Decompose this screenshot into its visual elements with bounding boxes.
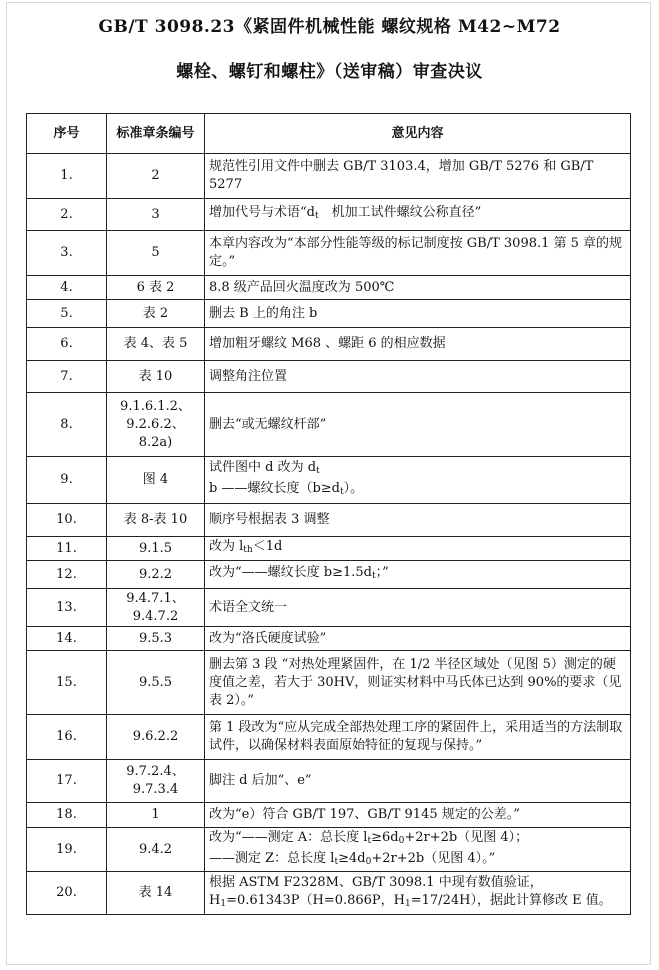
- opinion-text: 机加工试件螺纹公称直径”: [318, 205, 482, 220]
- opinion-text: 术语全文统一: [209, 599, 288, 615]
- opinion-text: ；”: [375, 565, 389, 580]
- header-opinion: 意见内容: [205, 114, 631, 154]
- section-line: 9.2.6.2、: [126, 416, 185, 432]
- opinion-text: +2r+2b（见图 4）；: [404, 829, 529, 845]
- row-opinion: [205, 715, 631, 760]
- table-row: [27, 276, 631, 300]
- row-section: [107, 627, 205, 651]
- table-row: [27, 199, 631, 231]
- row-opinion: [205, 300, 631, 328]
- row-opinion: [205, 803, 631, 828]
- opinion-subscript: t: [367, 835, 372, 846]
- table-row: [27, 361, 631, 393]
- section-line: 9.6.2.2: [132, 729, 179, 744]
- row-number: 17.: [27, 760, 107, 803]
- opinion-text: 顺序号根据表 3 调整: [209, 512, 330, 527]
- row-section: [107, 828, 205, 872]
- opinion-text: =17/24H），据此计算修改 E 值。: [410, 892, 612, 908]
- opinion-text: 增加代号与术语“d: [209, 205, 315, 220]
- review-table: [26, 113, 631, 915]
- table-row: [27, 457, 631, 504]
- opinion-subscript: 0: [398, 835, 405, 846]
- opinion-text: 脚注 d 后加“、e”: [209, 773, 312, 788]
- table-row: [27, 803, 631, 828]
- document-title-line-1: GB/T 3098.23《紧固件机械性能 螺纹规格 M42~M72: [98, 17, 561, 37]
- row-number: 15.: [27, 651, 107, 715]
- opinion-text: 增加粗牙螺纹 M68 、螺距 6 的相应数据: [209, 336, 446, 351]
- section-line: 9.5.3: [138, 630, 173, 646]
- section-line: 6 表 2: [136, 279, 175, 295]
- row-opinion: [205, 154, 631, 199]
- table-row: [27, 393, 631, 457]
- opinion-text: 删去第 3 段 “对热处理紧固件，在 1/2 半径区域处（见图 5）测定的硬度值之差，若大于 30HV，则证实材料中马氏体已达到 90%的要求（见表 2）。”: [209, 656, 622, 708]
- opinion-text: ≥4d: [338, 850, 366, 866]
- row-opinion: [205, 457, 631, 504]
- row-number: 8.: [27, 393, 107, 457]
- section-line: 9.1.5: [138, 540, 173, 556]
- section-line: 9.5.5: [138, 674, 173, 690]
- opinion-text: 规范性引用文件中删去 GB/T 3103.4，增加 GB/T 5276 和 GB/T 5277: [209, 159, 594, 192]
- opinion-subscript: 1: [405, 898, 411, 909]
- opinion-text: 本章内容改为“本部分性能等级的标记制度按 GB/T 3098.1 第 5 章的规定。”: [209, 236, 623, 269]
- opinion-text: ＜1d: [252, 539, 283, 554]
- row-opinion: [205, 393, 631, 457]
- row-section: [107, 231, 205, 276]
- row-number: 16.: [27, 715, 107, 760]
- section-line: 表 10: [138, 368, 173, 384]
- opinion-text: ）。: [343, 481, 364, 496]
- section-line: 9.7.3.4: [132, 782, 179, 797]
- row-section: [107, 651, 205, 715]
- opinion-text: 8.8 级产品回火温度改为 500℃: [209, 279, 395, 295]
- row-opinion: [205, 199, 631, 231]
- table-row: [27, 154, 631, 199]
- opinion-text: 第 1 段改为“应从完成全部热处理工序的紧固件上，采用适当的方法制取试件，以确保材料表面原始特征的复现与保持。”: [209, 720, 623, 753]
- row-number: 10.: [27, 504, 107, 537]
- table-row: [27, 651, 631, 715]
- document-title-line-2: 螺栓、螺钉和螺柱》（送审稿）审查决议: [176, 62, 483, 82]
- table-row: [27, 328, 631, 361]
- section-line: 9.2.2: [138, 566, 173, 582]
- opinion-text: 删去“或无螺纹杆部”: [209, 416, 327, 432]
- row-section: [107, 361, 205, 393]
- section-line: 9.4.7.2: [132, 608, 179, 624]
- opinion-text: +2r+2b（见图 4）。”: [371, 850, 496, 866]
- row-opinion: [205, 504, 631, 537]
- table-row: [27, 561, 631, 589]
- row-number: 7.: [27, 361, 107, 393]
- header-no: 序号: [27, 114, 107, 154]
- opinion-text: 改为 l: [209, 539, 244, 554]
- row-number: 3.: [27, 231, 107, 276]
- opinion-text: b ——螺纹长度（b≥d: [209, 481, 340, 496]
- row-number: 2.: [27, 199, 107, 231]
- row-section: [107, 199, 205, 231]
- row-opinion: [205, 828, 631, 872]
- opinion-subscript: th: [243, 545, 253, 555]
- opinion-subscript: t: [372, 571, 376, 581]
- row-section: [107, 715, 205, 760]
- section-line: 图 4: [142, 472, 169, 487]
- opinion-text: ——测定 Z：总长度 l: [209, 850, 335, 866]
- row-section: [107, 760, 205, 803]
- row-number: 4.: [27, 276, 107, 300]
- opinion-text: 根据 ASTM F2328M、GB/T 3098.1 中现有数值验证，H: [209, 874, 543, 908]
- row-section: [107, 457, 205, 504]
- row-opinion: [205, 760, 631, 803]
- row-section: [107, 504, 205, 537]
- section-line: 8.2a): [138, 434, 173, 450]
- row-number: 9.: [27, 457, 107, 504]
- opinion-subscript: t: [314, 211, 319, 221]
- row-number: 5.: [27, 300, 107, 328]
- row-section: [107, 393, 205, 457]
- table-header-row: [27, 114, 631, 154]
- row-opinion: [205, 561, 631, 589]
- opinion-text: 改为“——螺纹长度 b≥1.5d: [209, 565, 372, 580]
- table-row: [27, 715, 631, 760]
- table-row: [27, 589, 631, 627]
- row-number: 1.: [27, 154, 107, 199]
- row-number: 12.: [27, 561, 107, 589]
- header-section: 标准章条编号: [107, 114, 205, 154]
- opinion-text: 试件图中 d 改为 d: [209, 460, 317, 475]
- opinion-text: 删去 B 上的角注 b: [209, 305, 318, 321]
- section-line: 3: [151, 206, 160, 222]
- row-section: [107, 589, 205, 627]
- opinion-text: 改为“洛氏硬度试验”: [209, 630, 327, 646]
- table-row: [27, 872, 631, 915]
- table-row: [27, 627, 631, 651]
- section-line: 表 14: [138, 885, 173, 900]
- row-section: [107, 803, 205, 828]
- row-section: [107, 276, 205, 300]
- section-line: 表 8-表 10: [123, 512, 188, 527]
- section-line: 表 4、表 5: [123, 336, 188, 351]
- row-number: 14.: [27, 627, 107, 651]
- opinion-subscript: t: [316, 466, 320, 476]
- row-section: [107, 872, 205, 915]
- row-section: [107, 300, 205, 328]
- row-opinion: [205, 537, 631, 561]
- section-line: 9.4.7.1、: [126, 590, 185, 606]
- row-number: 11.: [27, 537, 107, 561]
- table-row: [27, 504, 631, 537]
- section-line: 2: [151, 168, 160, 183]
- row-opinion: [205, 231, 631, 276]
- row-number: 20.: [27, 872, 107, 915]
- opinion-text: ≥6d: [371, 829, 399, 845]
- row-number: 19.: [27, 828, 107, 872]
- table-row: [27, 231, 631, 276]
- table-row: [27, 760, 631, 803]
- row-opinion: [205, 872, 631, 915]
- section-line: 表 2: [142, 305, 169, 321]
- section-line: 9.7.2.4、: [126, 764, 185, 779]
- row-opinion: [205, 276, 631, 300]
- row-number: 18.: [27, 803, 107, 828]
- row-opinion: [205, 328, 631, 361]
- row-number: 6.: [27, 328, 107, 361]
- opinion-subscript: 1: [220, 898, 227, 909]
- table-row: [27, 300, 631, 328]
- opinion-subscript: t: [340, 487, 344, 497]
- row-opinion: [205, 589, 631, 627]
- opinion-text: 调整角注位置: [209, 368, 288, 384]
- row-number: 13.: [27, 589, 107, 627]
- section-line: 9.1.6.1.2、: [120, 398, 191, 414]
- row-section: [107, 154, 205, 199]
- table-row: [27, 828, 631, 872]
- table-row: [27, 537, 631, 561]
- opinion-subscript: t: [334, 856, 339, 867]
- opinion-subscript: 0: [365, 856, 372, 867]
- row-opinion: [205, 627, 631, 651]
- section-line: 9.4.2: [138, 841, 173, 857]
- row-section: [107, 328, 205, 361]
- row-opinion: [205, 651, 631, 715]
- row-opinion: [205, 361, 631, 393]
- row-section: [107, 561, 205, 589]
- row-section: [107, 537, 205, 561]
- opinion-text: 改为“——测定 A：总长度 l: [209, 829, 368, 845]
- section-line: 5: [151, 245, 160, 260]
- section-line: 1: [151, 807, 160, 822]
- opinion-text: 改为“e）符合 GB/T 197、GB/T 9145 规定的公差。”: [209, 807, 520, 822]
- opinion-text: =0.61343P（H=0.866P，H: [226, 892, 406, 908]
